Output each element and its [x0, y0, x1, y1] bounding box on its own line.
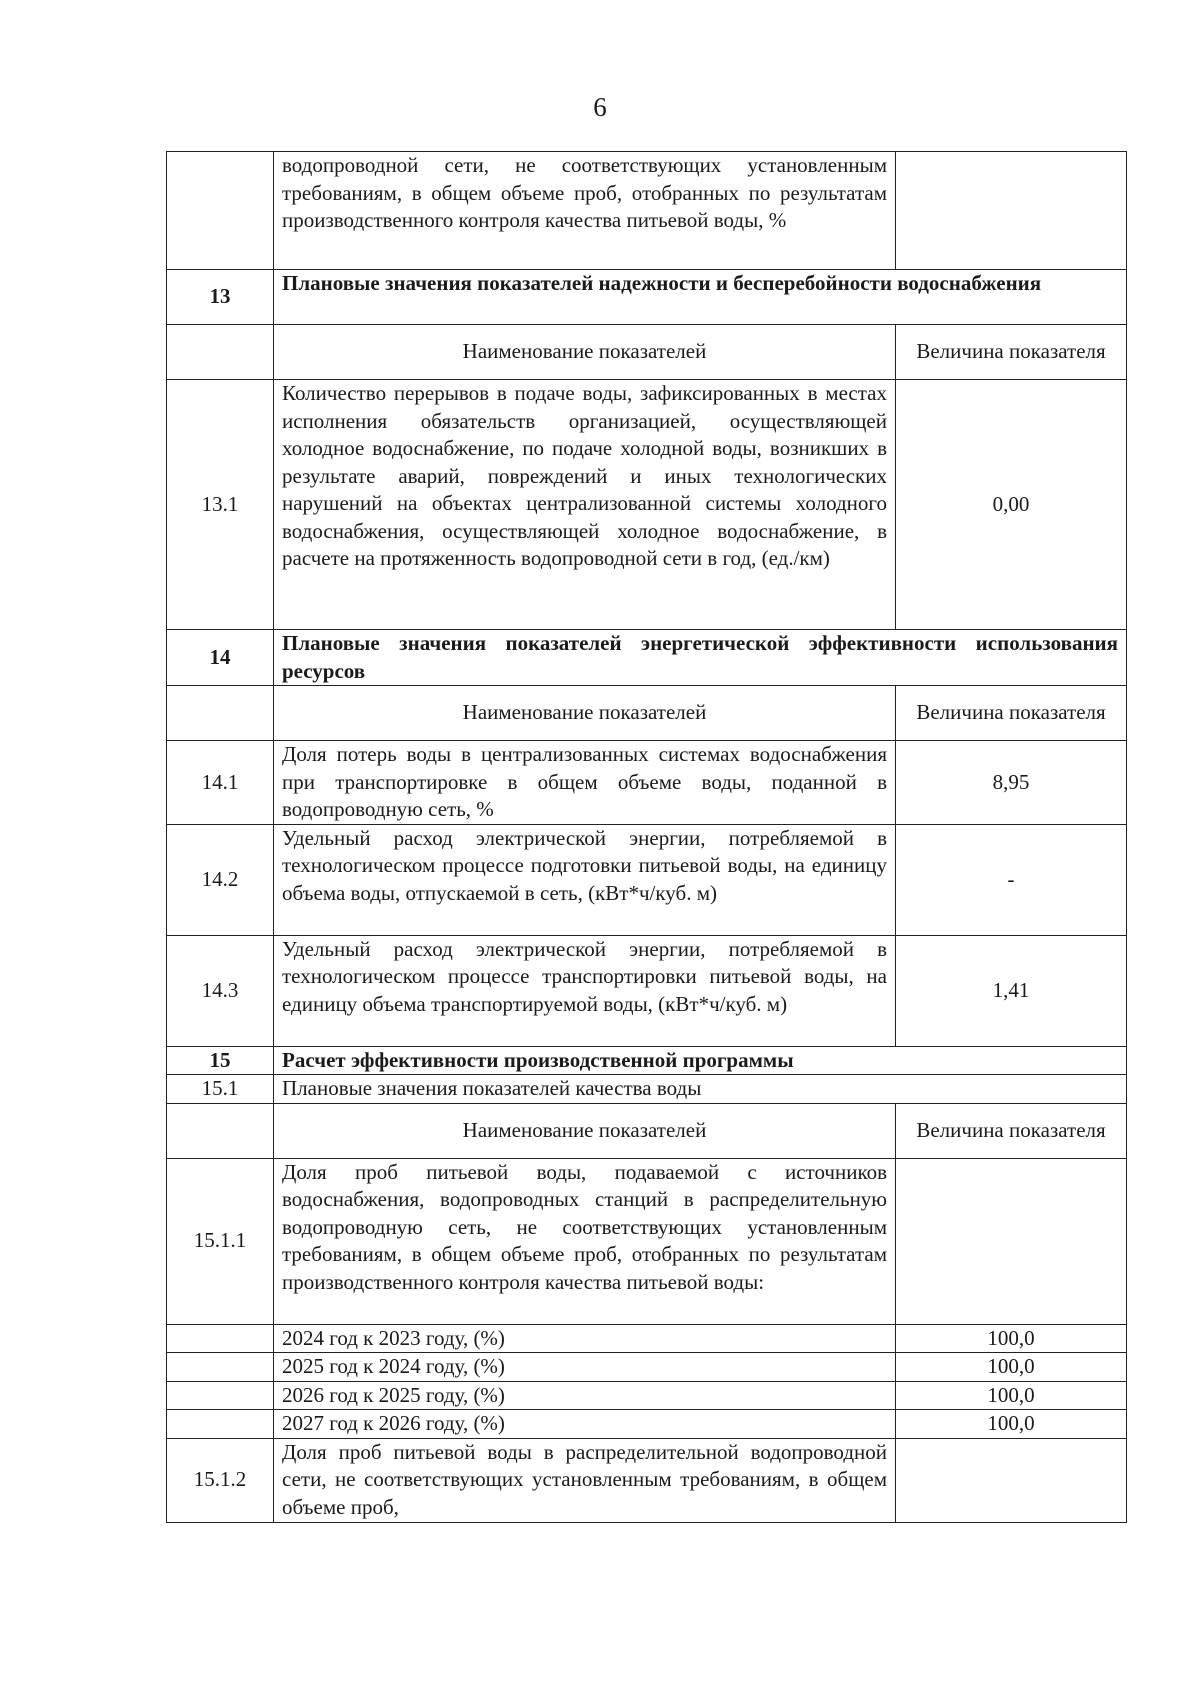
year-row [167, 1381, 1127, 1410]
row-number: 15.1.2 [167, 1438, 274, 1522]
row-number: 14.1 [167, 741, 274, 825]
table-row [167, 1158, 1127, 1324]
row-number-cell [167, 152, 274, 270]
section-number: 15 [167, 1046, 274, 1075]
year-label: 2024 год к 2023 году, (%) [274, 1324, 896, 1353]
year-value: 100,0 [896, 1353, 1127, 1382]
year-row [167, 1410, 1127, 1439]
subsection-heading-row [167, 1075, 1127, 1104]
row-text: Количество перерывов в подаче воды, зафиксированных в местах исполнения обязательств организацией, осуществляющей холодное водоснабжение, по подаче холодной воды, возникших в результате аварий, повреждений и иных технологических нарушений на объектах централизованной системы холодного водоснабжения, осуществляющей холодное водоснабжение, в расчете на протяженность водопроводной сети в год, (ед./км) [274, 380, 896, 630]
section-number: 13 [167, 270, 274, 325]
column-header-row [167, 1103, 1127, 1158]
subsection-number: 15.1 [167, 1075, 274, 1104]
row-number: 13.1 [167, 380, 274, 630]
row-text: Доля проб питьевой воды в распределительной водопроводной сети, не соответствующих установленным требованиям, в общем объеме проб, [274, 1438, 896, 1522]
section-heading-row [167, 1046, 1127, 1075]
row-text: Удельный расход электрической энергии, потребляемой в технологическом процессе подготовки питьевой воды, на единицу объема воды, отпускаемой в сеть, (кВт*ч/куб. м) [274, 824, 896, 935]
column-header-row [167, 686, 1127, 741]
table-row [167, 152, 1127, 270]
row-number-cell [167, 1353, 274, 1382]
row-value: 0,00 [896, 380, 1127, 630]
row-value [896, 1438, 1127, 1522]
row-value: - [896, 824, 1127, 935]
row-number-cell [167, 1324, 274, 1353]
table-row [167, 1438, 1127, 1522]
section-title: Плановые значения показателей надежности и бесперебойности водоснабжения [274, 270, 1127, 325]
page-number: 6 [593, 92, 607, 122]
row-number: 14.2 [167, 824, 274, 935]
row-value [896, 1158, 1127, 1324]
year-label: 2026 год к 2025 году, (%) [274, 1381, 896, 1410]
row-number-cell [167, 1410, 274, 1439]
row-number-cell [167, 1381, 274, 1410]
row-number-cell [167, 1103, 274, 1158]
row-number: 14.3 [167, 935, 274, 1046]
table-row [167, 741, 1127, 825]
row-value [896, 152, 1127, 270]
year-row [167, 1324, 1127, 1353]
column-header-name: Наименование показателей [274, 686, 896, 741]
row-text: Доля проб питьевой воды, подаваемой с источников водоснабжения, водопроводных станций в распределительную водопроводную сеть, не соответствующих установленным требованиям, в общем объеме проб, отобранных по результатам производственного контроля качества питьевой воды: [274, 1158, 896, 1324]
indicators-table [166, 151, 1127, 1523]
year-row [167, 1353, 1127, 1382]
section-heading-row [167, 270, 1127, 325]
row-text: Удельный расход электрической энергии, потребляемой в технологическом процессе транспортировки питьевой воды, на единицу объема транспортируемой воды, (кВт*ч/куб. м) [274, 935, 896, 1046]
row-text: водопроводной сети, не соответствующих установленным требованиям, в общем объеме проб, отобранных по результатам производственного контроля качества питьевой воды, % [274, 152, 896, 270]
year-label: 2025 год к 2024 году, (%) [274, 1353, 896, 1382]
column-header-value: Величина показателя [896, 325, 1127, 380]
year-value: 100,0 [896, 1381, 1127, 1410]
column-header-name: Наименование показателей [274, 325, 896, 380]
year-value: 100,0 [896, 1410, 1127, 1439]
column-header-value: Величина показателя [896, 686, 1127, 741]
table-row [167, 824, 1127, 935]
section-title: Расчет эффективности производственной программы [274, 1046, 1127, 1075]
row-text: Доля потерь воды в централизованных системах водоснабжения при транспортировке в общем объеме воды, поданной в водопроводную сеть, % [274, 741, 896, 825]
year-value: 100,0 [896, 1324, 1127, 1353]
year-label: 2027 год к 2026 году, (%) [274, 1410, 896, 1439]
row-value: 1,41 [896, 935, 1127, 1046]
section-number: 14 [167, 630, 274, 686]
table-row [167, 935, 1127, 1046]
section-title: Плановые значения показателей энергетической эффективности использования ресурсов [274, 630, 1127, 686]
column-header-name: Наименование показателей [274, 1103, 896, 1158]
row-number-cell [167, 686, 274, 741]
row-number-cell [167, 325, 274, 380]
column-header-row [167, 325, 1127, 380]
row-value: 8,95 [896, 741, 1127, 825]
table-row [167, 380, 1127, 630]
row-number: 15.1.1 [167, 1158, 274, 1324]
column-header-value: Величина показателя [896, 1103, 1127, 1158]
subsection-title: Плановые значения показателей качества воды [274, 1075, 1127, 1104]
section-heading-row [167, 630, 1127, 686]
